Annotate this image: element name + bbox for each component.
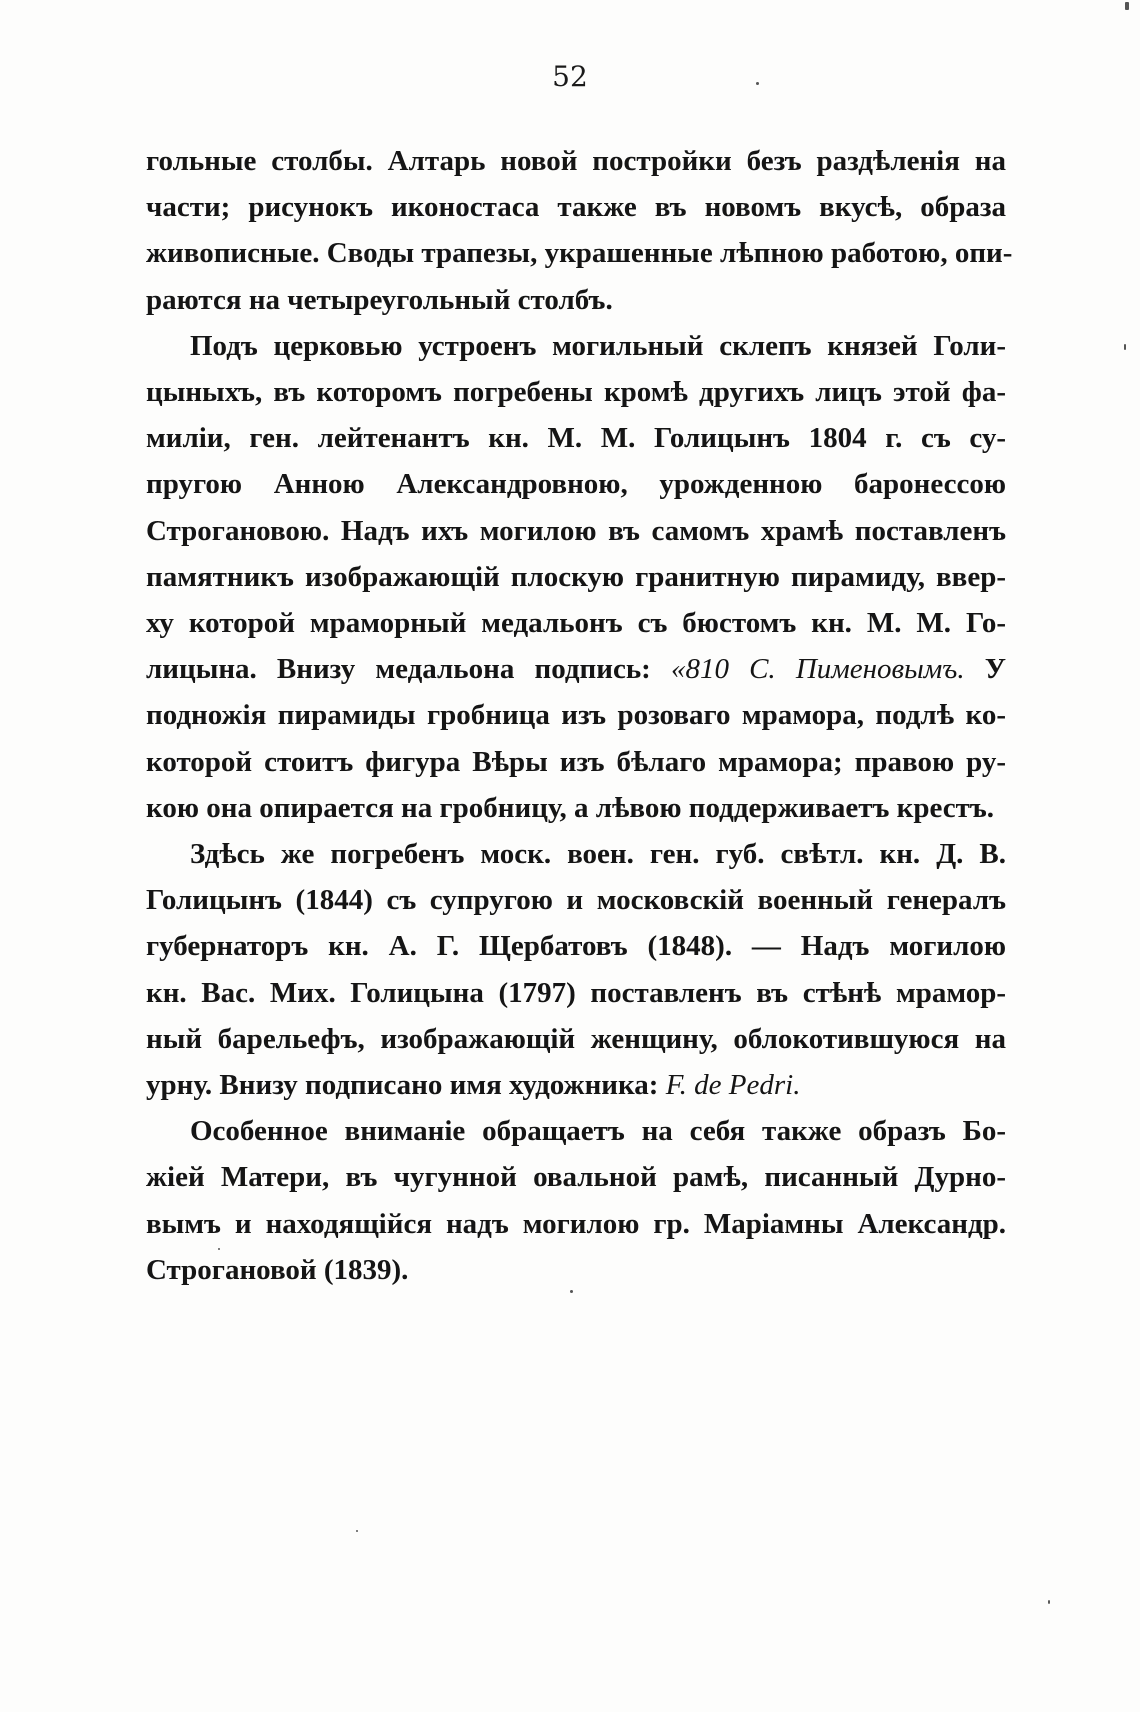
body-text bbox=[146, 138, 1013, 1293]
scan-speck bbox=[756, 82, 759, 85]
text-line: цыныхъ, въ которомъ погребены кромѣ другихъ лицъ этой фа- bbox=[146, 376, 1006, 409]
paragraph-1 bbox=[146, 138, 1013, 323]
text-line: Голицынъ (1844) съ супругою и московскій военный генералъ bbox=[146, 884, 1006, 917]
text-line: гольные столбы. Алтарь новой постройки безъ раздѣленія на bbox=[146, 145, 1006, 177]
text-line-signature bbox=[146, 646, 1006, 692]
text-line: Подъ церковью устроенъ могильный склепъ князей Голи- bbox=[190, 329, 1006, 362]
text-line: ху которой мраморный медальонъ съ бюстомъ кн. М. М. Го- bbox=[146, 607, 1006, 640]
paragraph-3 bbox=[146, 831, 1006, 1108]
text-line: которой стоитъ фигура Вѣры изъ бѣлаго мрамора; правою ру- bbox=[146, 745, 1006, 778]
text-line: Здѣсь же погребенъ моск. воен. ген. губ. свѣтл. кн. Д. В. bbox=[190, 838, 1006, 871]
artist-name: F. de Pedri. bbox=[665, 1069, 801, 1102]
text-line: кн. Вас. Мих. Голицына (1797) поставленъ въ стѣнѣ мрамор- bbox=[146, 976, 1006, 1009]
text-line: кою она опирается на гробницу, а лѣвою поддерживаетъ крестъ. bbox=[146, 791, 995, 824]
text-line: раются на четыреугольный столбъ. bbox=[146, 283, 613, 316]
text-line: Особенное вниманіе обращаетъ на себя также образъ Бо- bbox=[190, 1115, 1006, 1148]
text-line: жіей Матери, въ чугунной овальной рамѣ, писанный Дурно- bbox=[146, 1161, 1006, 1194]
scan-speck bbox=[218, 1248, 220, 1250]
text-line: вымъ и находящійся надъ могилою гр. Маріамны Александр. bbox=[146, 1207, 1006, 1240]
text-line: Строгановой (1839). bbox=[146, 1253, 409, 1286]
text-line: живописные. Своды трапезы, украшенные лѣпною работою, опи- bbox=[146, 237, 1013, 270]
text-line: ный барельефъ, изображающій женщину, облокотившуюся на bbox=[146, 1022, 1006, 1055]
scan-speck bbox=[356, 1530, 358, 1532]
sculptor-signature: «810 С. Пименовымъ. bbox=[670, 653, 965, 686]
text-line: пругою Анною Александровною, урожденною баронессою bbox=[146, 468, 1006, 501]
scan-speck bbox=[1048, 1600, 1050, 1604]
text-line-artist bbox=[146, 1062, 1006, 1108]
scan-speck bbox=[1125, 2, 1129, 10]
text-line: миліи, ген. лейтенантъ кн. М. М. Голицынъ 1804 г. съ су- bbox=[146, 422, 1006, 455]
text-segment: урну. Внизу подписано имя художника: bbox=[146, 1069, 659, 1102]
paragraph-4 bbox=[146, 1108, 1006, 1293]
scan-speck bbox=[1124, 344, 1126, 350]
text-line: Строгановою. Надъ ихъ могилою въ самомъ храмѣ поставленъ bbox=[146, 514, 1006, 547]
text-segment: У bbox=[984, 653, 1007, 686]
text-line: подножія пирамиды гробница изъ розоваго мрамора, подлѣ ко- bbox=[146, 699, 1006, 732]
page-number: 52 bbox=[552, 60, 588, 93]
text-line: памятникъ изображающій плоскую гранитную пирамиду, ввер- bbox=[146, 560, 1006, 593]
text-segment: лицына. Внизу медальона подпись: bbox=[146, 653, 651, 686]
paragraph-2 bbox=[146, 323, 1006, 831]
scan-speck bbox=[570, 1290, 573, 1293]
text-line: части; рисунокъ иконостаса также въ новомъ вкусѣ, образа bbox=[146, 191, 1006, 224]
text-line: губернаторъ кн. А. Г. Щербатовъ (1848). — Надъ могилою bbox=[146, 930, 1006, 963]
